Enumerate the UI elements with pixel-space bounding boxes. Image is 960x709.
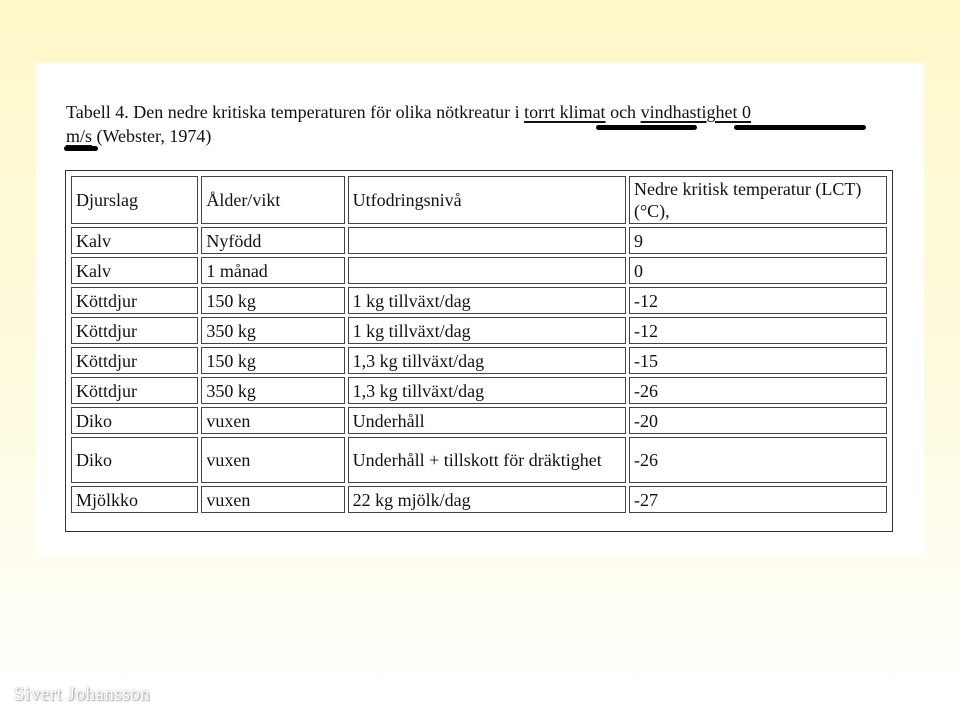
header-cell: Utfodringsnivå: [348, 176, 626, 224]
table-cell: [348, 257, 626, 284]
table-cell: Diko: [71, 437, 198, 483]
table-cell: vuxen: [201, 437, 344, 483]
header-cell: Ålder/vikt: [201, 176, 344, 224]
underline-marker-1: [596, 125, 697, 130]
table-cell: 22 kg mjölk/dag: [348, 486, 626, 513]
table-cell: [348, 227, 626, 254]
table-cell: Mjölkko: [71, 486, 198, 513]
table-cell: -26: [629, 437, 887, 483]
table-header-row: [71, 176, 887, 224]
table-cell: Nyfödd: [201, 227, 344, 254]
header-cell: Djurslag: [71, 176, 198, 224]
table-row: [71, 407, 887, 434]
table-cell: Köttdjur: [71, 377, 198, 404]
table-cell: vuxen: [201, 486, 344, 513]
table-cell: 1 kg tillväxt/dag: [348, 287, 626, 314]
table-cell: 1,3 kg tillväxt/dag: [348, 377, 626, 404]
caption-source: (Webster, 1974): [92, 126, 212, 146]
table-cell: Underhåll: [348, 407, 626, 434]
table-row: [71, 227, 887, 254]
table-cell: 1,3 kg tillväxt/dag: [348, 347, 626, 374]
table-cell: Köttdjur: [71, 317, 198, 344]
caption-text: Tabell 4. Den nedre kritiska temperaturen för olika nötkreatur i: [66, 102, 525, 122]
table-cell: 350 kg: [201, 317, 344, 344]
table-cell: 9: [629, 227, 887, 254]
table-row: [71, 486, 887, 513]
table-cell: 150 kg: [201, 287, 344, 314]
table-cell: 1 månad: [201, 257, 344, 284]
table-row: [71, 437, 887, 483]
table-cell: 350 kg: [201, 377, 344, 404]
table-cell: Kalv: [71, 257, 198, 284]
table-cell: 0: [629, 257, 887, 284]
caption-line-1: [66, 100, 886, 124]
caption-underlined-wind: vindhastighet 0: [640, 102, 752, 122]
table-cell: Köttdjur: [71, 287, 198, 314]
table-cell: 150 kg: [201, 347, 344, 374]
table-cell: Underhåll + tillskott för dräktighet: [348, 437, 626, 483]
table-cell: Köttdjur: [71, 347, 198, 374]
table-row: [71, 287, 887, 314]
table-cell: -26: [629, 377, 887, 404]
data-table: [68, 173, 890, 516]
caption-underlined-unit: m/s: [66, 126, 93, 146]
caption-underlined-climate: torrt klimat: [524, 102, 606, 122]
underline-marker-2: [734, 125, 866, 130]
table-row: [71, 377, 887, 404]
table-cell: -20: [629, 407, 887, 434]
header-cell: Nedre kritisk temperatur (LCT) (°C),: [629, 176, 887, 224]
table-cell: Diko: [71, 407, 198, 434]
table-cell: -27: [629, 486, 887, 513]
table-row: [71, 257, 887, 284]
table-cell: -12: [629, 317, 887, 344]
table-caption: [66, 100, 886, 148]
underline-marker-3: [64, 146, 98, 151]
caption-text-mid: och: [605, 102, 641, 122]
table-row: [71, 317, 887, 344]
data-table-frame: [65, 170, 893, 532]
table-cell: -12: [629, 287, 887, 314]
table-cell: -15: [629, 347, 887, 374]
author-footer: Sivert Johansson: [14, 684, 151, 705]
table-cell: vuxen: [201, 407, 344, 434]
table-cell: 1 kg tillväxt/dag: [348, 317, 626, 344]
table-cell: Kalv: [71, 227, 198, 254]
table-row: [71, 347, 887, 374]
